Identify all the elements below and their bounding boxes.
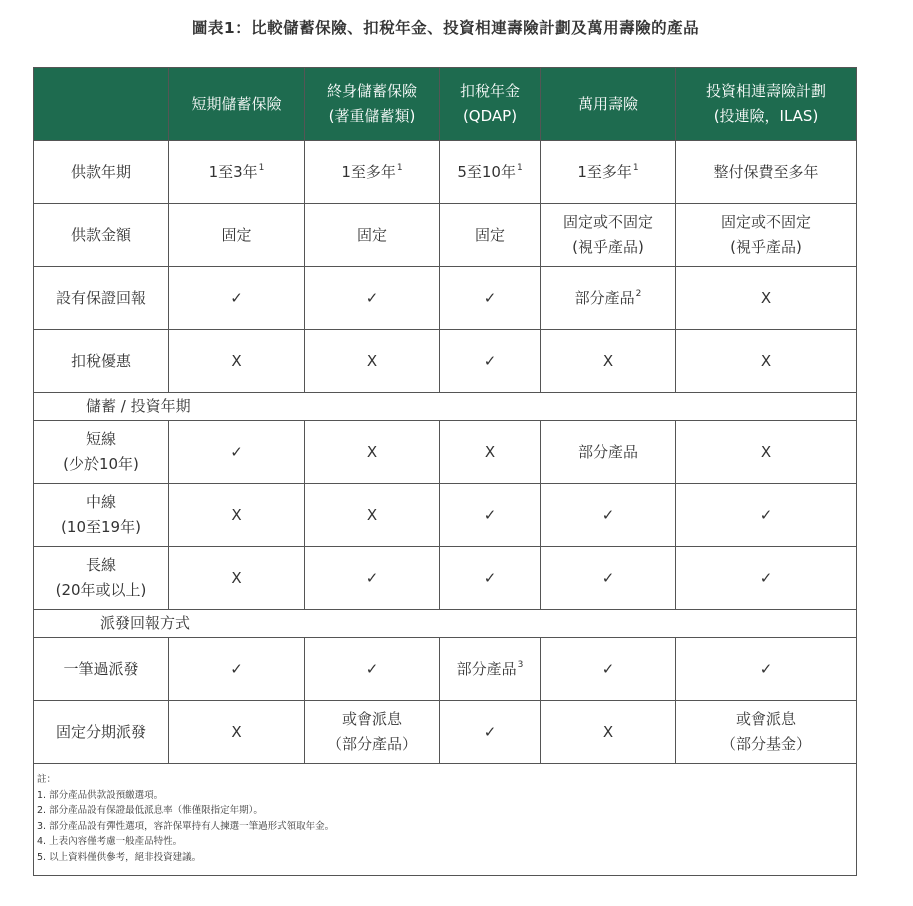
comparison-table <box>33 67 857 876</box>
cross-mark: X <box>676 421 857 484</box>
table-cell: 整付保費至多年 <box>676 141 857 204</box>
table-cell: 固定 <box>440 204 541 267</box>
table-row-short-term <box>34 421 857 484</box>
cross-mark: X <box>169 484 305 547</box>
section-heading: 派發回報方式 <box>34 610 857 638</box>
table-cell: 1至多年$^1$ <box>305 141 440 204</box>
section-heading: 儲蓄 / 投資年期 <box>34 393 857 421</box>
table-cell: 5至10年$^1$ <box>440 141 541 204</box>
table-cell: 固定 <box>305 204 440 267</box>
table-cell: 固定 <box>169 204 305 267</box>
table-cell: 或會派息 （部分產品） <box>305 701 440 764</box>
check-mark: ✓ <box>169 267 305 330</box>
cross-mark: X <box>440 421 541 484</box>
cross-mark: X <box>169 547 305 610</box>
table-row-guaranteed-return <box>34 267 857 330</box>
row-label: 固定分期派發 <box>34 701 169 764</box>
row-label: 長線 (20年或以上) <box>34 547 169 610</box>
check-mark: ✓ <box>305 638 440 701</box>
table-cell: 固定或不固定 (視乎產品) <box>676 204 857 267</box>
table-cell: 部分產品$^2$ <box>541 267 676 330</box>
notes-heading: 註： <box>37 774 57 785</box>
check-mark: ✓ <box>541 638 676 701</box>
cross-mark: X <box>541 330 676 393</box>
table-row-lump-sum <box>34 638 857 701</box>
note-item: 2. 部分產品設有保證最低派息率（惟僅限指定年期）。 <box>37 805 263 816</box>
table-row-mid-term <box>34 484 857 547</box>
check-mark: ✓ <box>169 421 305 484</box>
table-row-installment <box>34 701 857 764</box>
cross-mark: X <box>169 701 305 764</box>
row-label: 設有保證回報 <box>34 267 169 330</box>
table-cell: 固定或不固定 (視乎產品) <box>541 204 676 267</box>
table-row-tax-deduction <box>34 330 857 393</box>
check-mark: ✓ <box>440 484 541 547</box>
section-row-payout <box>34 610 857 638</box>
row-label: 一筆過派發 <box>34 638 169 701</box>
cross-mark: X <box>676 267 857 330</box>
header-qdap: 扣稅年金 (QDAP) <box>440 68 541 141</box>
row-label: 供款年期 <box>34 141 169 204</box>
cross-mark: X <box>305 484 440 547</box>
check-mark: ✓ <box>676 638 857 701</box>
notes-cell <box>34 764 857 876</box>
cross-mark: X <box>305 421 440 484</box>
table-cell: 或會派息 （部分基金） <box>676 701 857 764</box>
table-cell: 部分產品$^3$ <box>440 638 541 701</box>
row-label: 短線 (少於10年) <box>34 421 169 484</box>
header-row <box>34 68 857 141</box>
cross-mark: X <box>305 330 440 393</box>
check-mark: ✓ <box>305 547 440 610</box>
notes-row <box>34 764 857 876</box>
header-ilas: 投資相連壽險計劃 (投連險，ILAS) <box>676 68 857 141</box>
table-row-payment-amount <box>34 204 857 267</box>
row-label: 供款金額 <box>34 204 169 267</box>
header-whole-life-savings: 終身儲蓄保險 (著重儲蓄類) <box>305 68 440 141</box>
header-short-term-savings: 短期儲蓄保險 <box>169 68 305 141</box>
check-mark: ✓ <box>541 547 676 610</box>
section-row-horizon <box>34 393 857 421</box>
table-cell: 1至多年$^1$ <box>541 141 676 204</box>
table-row-long-term <box>34 547 857 610</box>
header-corner <box>34 68 169 141</box>
cross-mark: X <box>541 701 676 764</box>
header-universal-life: 萬用壽險 <box>541 68 676 141</box>
row-label: 中線 (10至19年) <box>34 484 169 547</box>
check-mark: ✓ <box>169 638 305 701</box>
table-cell: 部分產品 <box>541 421 676 484</box>
check-mark: ✓ <box>305 267 440 330</box>
check-mark: ✓ <box>676 547 857 610</box>
cross-mark: X <box>169 330 305 393</box>
table-cell: 1至3年$^1$ <box>169 141 305 204</box>
figure-title: 圖表1：比較儲蓄保險、扣稅年金、投資相連壽險計劃及萬用壽險的產品 <box>191 19 700 37</box>
check-mark: ✓ <box>440 547 541 610</box>
note-item: 5. 以上資料僅供參考，絕非投資建議。 <box>37 851 202 863</box>
cross-mark: X <box>676 330 857 393</box>
note-item: 4. 上表內容僅考慮一般產品特性。 <box>37 836 183 847</box>
check-mark: ✓ <box>440 267 541 330</box>
row-label: 扣稅優惠 <box>34 330 169 393</box>
note-item: 1. 部分產品供款設預繳選項。 <box>37 789 164 801</box>
check-mark: ✓ <box>541 484 676 547</box>
table-row-payment-term <box>34 141 857 204</box>
check-mark: ✓ <box>440 701 541 764</box>
note-item: 3. 部分產品設有彈性選項，容許保單持有人揀選一筆過形式領取年金。 <box>37 820 335 832</box>
check-mark: ✓ <box>676 484 857 547</box>
check-mark: ✓ <box>440 330 541 393</box>
